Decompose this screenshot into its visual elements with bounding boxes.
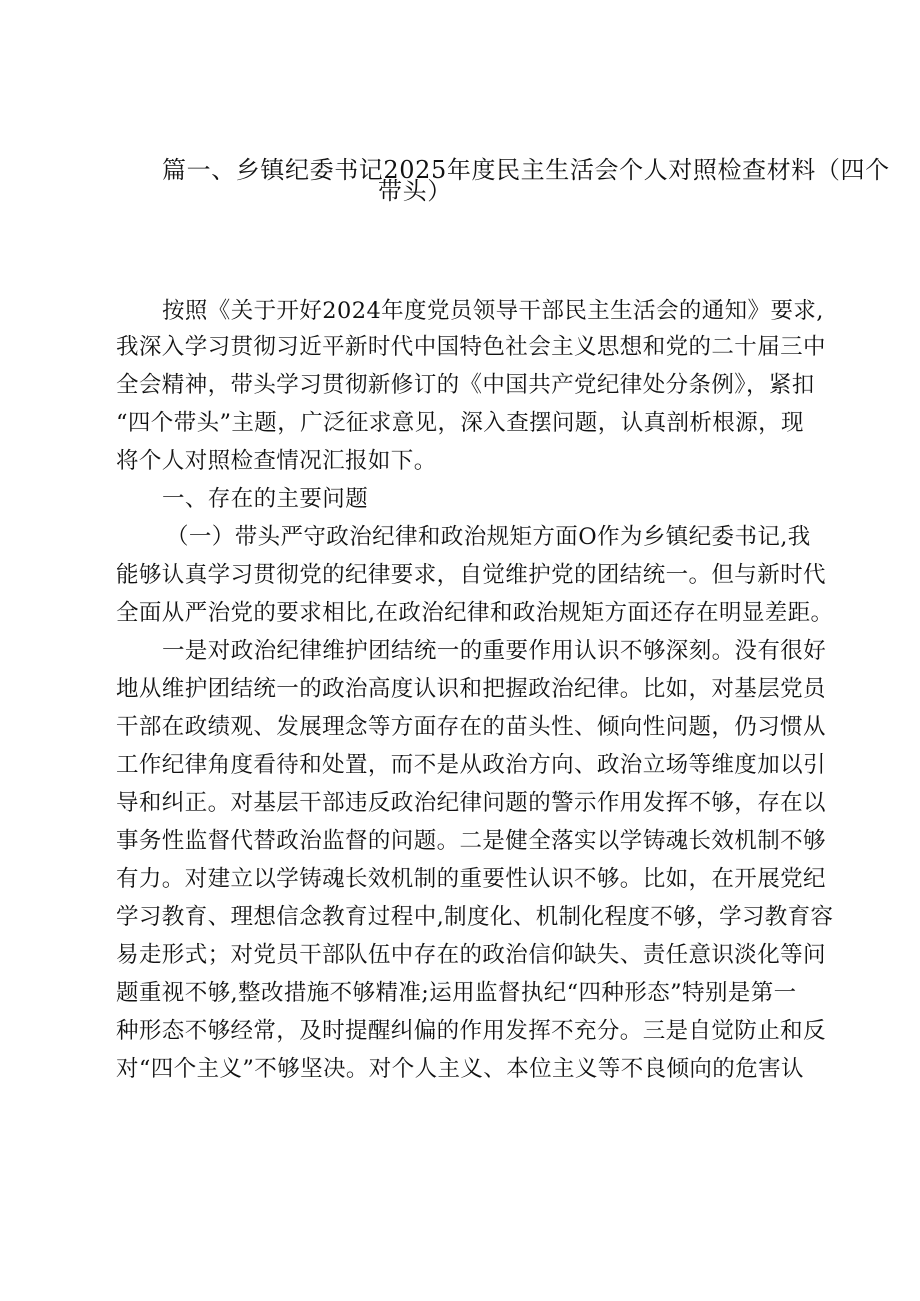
paragraph-line: 种形态不够经常，及时提醒纠偏的作用发挥不充分。三是自觉防止和反	[116, 1018, 826, 1044]
section-heading: 一、存在的主要问题	[162, 486, 369, 512]
paragraph-line: “四个带头”主题，广泛征求意见，深入查摆问题，认真剖析根源，现	[116, 410, 804, 436]
paragraph-line: 易走形式；对党员干部队伍中存在的政治信仰缺失、责任意识淡化等问	[116, 942, 826, 968]
document-title: 篇一、乡镇纪委书记2025年度民主生活会个人对照检查材料（四个	[162, 156, 890, 184]
paragraph-line: 按照《关于开好2024年度党员领导干部民主生活会的通知》要求,	[162, 298, 824, 324]
paragraph-line: 全面从严治党的要求相比,在政治纪律和政治规矩方面还存在明显差距。	[116, 600, 834, 626]
document-title-continued: 带头）	[378, 177, 452, 205]
paragraph-line: 全会精神，带头学习贯彻新修订的《中国共产党纪律处分条例》，紧扣	[116, 372, 815, 398]
paragraph-line: 我深入学习贯彻习近平新时代中国特色社会主义思想和党的二十届三中	[116, 334, 826, 360]
paragraph-line: 工作纪律角度看待和处置，而不是从政治方向、政治立场等维度加以引	[116, 752, 826, 778]
paragraph-line: 对“四个主义”不够坚决。对个人主义、本位主义等不良倾向的危害认	[116, 1056, 804, 1082]
paragraph-line: 地从维护团结统一的政治高度认识和把握政治纪律。比如，对基层党员	[116, 676, 826, 702]
paragraph-line: 能够认真学习贯彻党的纪律要求，自觉维护党的团结统一。但与新时代	[116, 562, 826, 588]
paragraph-line: 干部在政绩观、发展理念等方面存在的苗头性、倾向性问题，仍习惯从	[116, 714, 826, 740]
paragraph-line: 学习教育、理想信念教育过程中,制度化、机制化程度不够，学习教育容	[116, 904, 834, 930]
paragraph-line: 导和纠正。对基层干部违反政治纪律问题的警示作用发挥不够，存在以	[116, 790, 826, 816]
paragraph-line: 将个人对照检查情况汇报如下。	[116, 448, 437, 474]
paragraph-line: 事务性监督代替政治监督的问题。二是健全落实以学铸魂长效机制不够	[116, 828, 826, 854]
paragraph-line: 题重视不够,整改措施不够精准;运用监督执纪“四种形态”特别是第一	[116, 980, 797, 1006]
paragraph-line: 有力。对建立以学铸魂长效机制的重要性认识不够。比如，在开展党纪	[116, 866, 826, 892]
paragraph-line: 一是对政治纪律维护团结统一的重要作用认识不够深刻。没有很好	[162, 638, 827, 664]
subsection-line: （一）带头严守政治纪律和政治规矩方面O作为乡镇纪委书记,我	[166, 524, 811, 550]
